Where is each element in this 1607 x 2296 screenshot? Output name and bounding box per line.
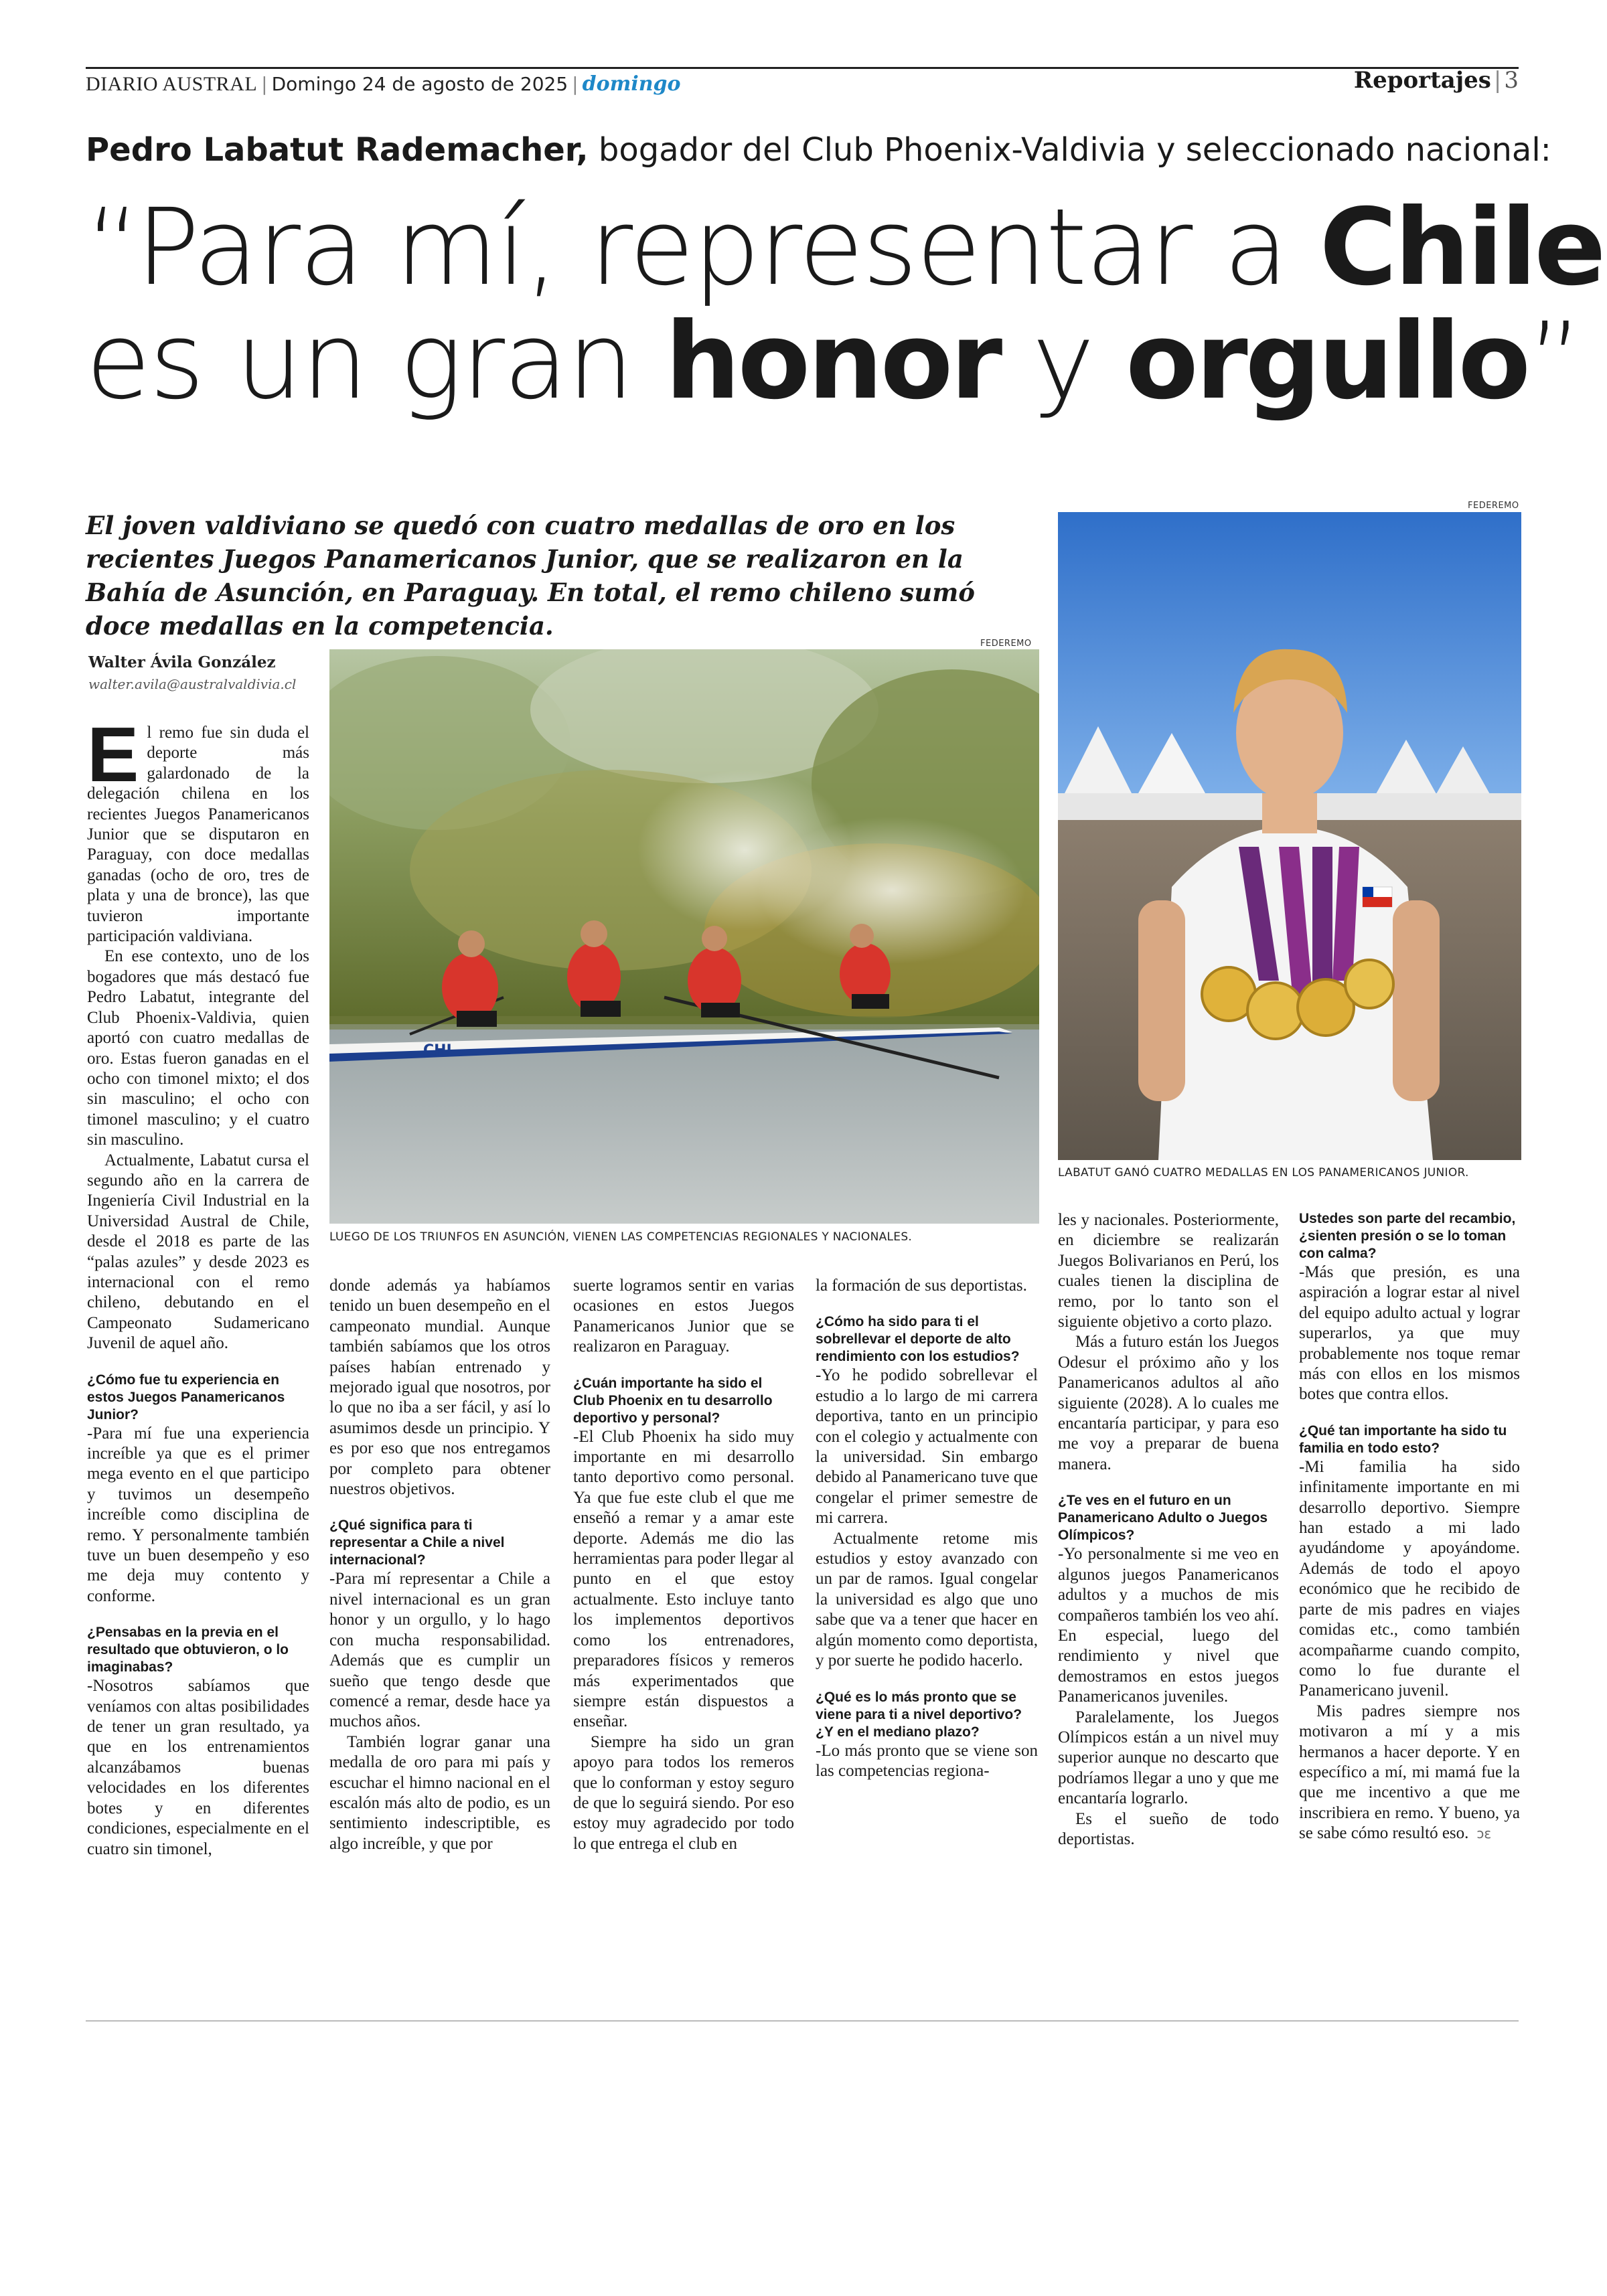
portrait-photo — [1058, 512, 1521, 1160]
headline-line-2: es un gran honor y orgullo” — [86, 300, 1582, 423]
answer: -Más que presión, es una aspiración a lograr estar al nivel del equipo adulto actual y lograr superarlos, ya que muy probablemente nos toque remar más con ellos en los mismos botes que contra ellos. — [1299, 1263, 1520, 1404]
drop-cap: E — [87, 711, 139, 798]
main-photo-caption: LUEGO DE LOS TRIUNFOS EN ASUNCIÓN, VIENEN LAS COMPETENCIAS REGIONALES Y NACIONALES. — [329, 1230, 913, 1244]
question: ¿Te ves en el futuro en un Panamericano Adulto o Juegos Olímpicos? — [1058, 1493, 1268, 1544]
bottom-rule — [86, 2020, 1519, 2022]
section-name: domingo — [582, 72, 681, 96]
byline-author: Walter Ávila González — [88, 653, 276, 671]
rowing-boat-image — [329, 649, 1039, 1224]
kicker-rest: bogador del Club Phoenix-Valdivia y seleccionado nacional: — [598, 131, 1551, 169]
answer: -Lo más pronto que se viene son las competencias regiona- — [816, 1741, 1038, 1780]
headline-line-1: “Para mí, representar a Chile — [86, 186, 1604, 309]
question: ¿Qué tan importante ha sido tu familia en todo esto? — [1299, 1422, 1507, 1456]
top-rule — [86, 67, 1519, 69]
answer: -El Club Phoenix ha sido muy importante en mi desarrollo tanto deportivo como personal. Ya que fue este club el que me enseñó a remar y a amar este deporte. Además me dio las herramientas para poder llegar al punto en el que estoy actualmente. Esto incluye tanto los implementos deportivos como los entrenadores, preparadores físicos y remeros más experimentados que siempre están dispuestos a enseñar. — [573, 1427, 794, 1731]
portrait-photo-credit: FEDEREMO — [1468, 501, 1519, 511]
kicker-name: Pedro Labatut Rademacher, — [86, 131, 589, 169]
page-section: Reportajes — [1353, 67, 1491, 94]
question: ¿Cuán importante ha sido el Club Phoenix en tu desarrollo deportivo y personal? — [573, 1375, 773, 1426]
issue-date: Domingo 24 de agosto de 2025 — [271, 73, 568, 95]
end-mark: ɔε — [1476, 1825, 1492, 1842]
body-column-5: les y nacionales. Posteriormente, en diciembre se realizarán Juegos Bolivarianos en Perú, los cuales tienen la disciplina de remo, por lo tanto son el siguiente objetivo a corto plazo. Más a futuro están los Juegos Odesur el próximo año y los Panamericanos adultos al año siguiente (2028). A lo cuales me encantaría participar, y para eso me voy a preparar de buena manera. ¿Te ves en el futuro en un Panamericano Adulto o Juegos Olímpicos? -Yo personalmente si me veo en algunos juegos Panamericanos adultos y a muchos de mis compañeros también los veo ahí. En especial, luego del rendimiento y nivel que demostramos en estos juegos Panamericanos juveniles. Paralelamente, los Juegos Olímpicos están a un nivel muy superior aunque no descarto que podríamos llegar a uno y que me encantaría lograrlo. Es el sueño de todo deportistas. — [1058, 1211, 1279, 1848]
answer: -Yo personalmente si me veo en algunos juegos Panamericanos adultos y a muchos de mis compañeros también los veo ahí. En especial, luego del rendimiento y nivel que demostramos en estos juegos Panamericanos juveniles. — [1058, 1545, 1279, 1706]
question: ¿Pensabas en la previa en el resultado que obtuvieron, o lo imaginabas? — [87, 1625, 289, 1675]
answer: -Mi familia ha sido infinitamente importante en mi desarrollo deportivo. Siempre han estado a mi lado ayudándome y apoyándome. Además de todo el apoyo económico que he recibido de parte de mis padres en viajes comidas etc., como también acompañarme cuando compito, como lo fue durante el Panamericano juvenil. — [1299, 1457, 1520, 1700]
kicker — [86, 131, 1551, 169]
answer: -Para mí fue una experiencia increíble ya que es el primer mega evento en el que participo y tuvimos un desempeño increíble como disciplina de remo. Y personalmente también tuve un buen desempeño y eso me deja muy contento y conforme. — [87, 1424, 309, 1605]
question: ¿Qué es lo más pronto que se viene para ti a nivel deportivo? ¿Y en el mediano plazo? — [816, 1689, 1022, 1740]
headline — [86, 186, 1604, 423]
body-column-4: la formación de sus deportistas. ¿Cómo ha sido para ti el sobrellevar el deporte de alto rendimiento con los estudios? -Yo he podido sobrellevar el estudio a lo largo de mi carrera deportiva, tanto en un principio con el colegio y actualmente con la universidad. Sin embargo debido al Panamericano tuve que congelar el primer semestre de mi carrera. Actualmente retome mis estudios y estoy avanzado con un par de ramos. Igual congelar la universidad es algo que uno sabe que va a tener que hacer en algún momento como deportista, y por suerte he podido hacerlo. ¿Qué es lo más pronto que se viene para ti a nivel deportivo? ¿Y en el mediano plazo? -Lo más pronto que se viene son las competencias regiona- — [816, 1276, 1038, 1781]
body-column-2: donde además ya habíamos tenido un buen desempeño en el campeonato mundial. Aunque también sabíamos que los otros países habían entrenado y mejorado igual que nosotros, por lo que no iba a ser fácil, y así lo asumimos desde un principio. Y es por eso que nos entregamos por completo para obtener nuestros objetivos. ¿Qué significa para ti representar a Chile a nivel internacional? -Para mí representar a Chile a nivel internacional es un gran honor y un orgullo, y lo hago con mucha responsabilidad. Además que es cumplir un sueño que tengo desde que comencé a remar, desde hace ya muchos años. También lograr ganar una medalla de oro para mi país y escuchar el himno nacional en el escalón más alto de podio, es un sentimiento indescriptible, es algo increíble, y que por — [329, 1277, 550, 1853]
athlete-medals-image — [1058, 512, 1521, 1160]
question: ¿Cómo ha sido para ti el sobrellevar el deporte de alto rendimiento con los estudios? — [816, 1314, 1020, 1365]
boat-label: CHI — [423, 1042, 452, 1059]
answer: -Nosotros sabíamos que veníamos con altas posibilidades de tener un gran resultado, ya que en los entrenamientos alcanzábamos buenas velocidades en los diferentes botes y en diferentes condiciones, especialmente en el cuatro sin timonel, — [87, 1677, 309, 1858]
lede: El joven valdiviano se quedó con cuatro medallas de oro en los recientes Juegos Panamericanos Junior, que se realizaron en la Bahía de Asunción, en Paraguay. En total, el remo chileno sumó doce medallas en la competencia. — [86, 511, 975, 641]
main-photo-credit: FEDEREMO — [980, 639, 1032, 649]
page-number: 3 — [1504, 67, 1519, 94]
paper-name: DIARIO AUSTRAL — [86, 73, 258, 95]
page-label: Reportajes | 3 — [1353, 67, 1519, 94]
portrait-photo-caption: LABATUT GANÓ CUATRO MEDALLAS EN LOS PANAMERICANOS JUNIOR. — [1058, 1166, 1469, 1179]
answer: -Yo he podido sobrellevar el estudio a lo largo de mi carrera deportiva, tanto en un principio con el colegio y actualmente con la universidad. Sin embargo debido al Panamericano tuve que congelar el primer semestre de mi carrera. — [816, 1366, 1038, 1528]
byline-email: walter.avila@australvaldivia.cl — [88, 676, 297, 692]
main-photo — [329, 649, 1039, 1224]
question: ¿Cómo fue tu experiencia en estos Juegos Panamericanos Junior? — [87, 1372, 285, 1422]
question: Ustedes son parte del recambio, ¿sienten presión o se lo toman con calma? — [1299, 1211, 1516, 1261]
body-column-3: suerte logramos sentir en varias ocasiones en estos Juegos Panamericanos Junior que se realizaron en Paraguay. ¿Cuán importante ha sido el Club Phoenix en tu desarrollo deportivo y personal? -El Club Phoenix ha sido muy importante en mi desarrollo tanto deportivo como personal. Ya que fue este club el que me enseñó a remar y a amar este deporte. Además me dio las herramientas para poder llegar al punto en el que estoy actualmente. Esto incluye tanto los implementos deportivos como los entrenadores, preparadores físicos y remeros más experimentados que siempre están dispuestos a enseñar. Siempre ha sido un gran apoyo para todos los remeros que lo conforman y estoy seguro de que lo seguirá siendo. Por eso estoy muy agradecido por todo lo que entrega el club en — [573, 1277, 794, 1853]
question: ¿Qué significa para ti representar a Chile a nivel internacional? — [329, 1518, 505, 1568]
body-column-1: El remo fue sin duda el deporte más galardonado de la delegación chilena en los recientes Juegos Panamericanos Junior que se disputaron en Paraguay, con doce medallas ganadas (ocho de oro, tres de plata y una de bronce), las que tuvieron importante participación valdiviana. En ese contexto, uno de los bogadores que más destacó fue Pedro Labatut, integrante del Club Phoenix-Valdivia, quien aportó con cuatro medallas de oro. Estas fueron ganadas en el ocho con timonel mixto; el dos sin masculino; el ocho con timonel masculino; y el cuatro sin masculino. Actualmente, Labatut cursa el segundo año en la carrera de Ingeniería Civil Industrial en la Universidad Austral de Chile, desde el 2018 es parte de las “palas azules” y desde 2023 es internacional con el remo chileno, debutando en el Campeonato Sudamericano Juvenil de aquel año. ¿Cómo fue tu experiencia en estos Juegos Panamericanos Junior? -Para mí fue una experiencia increíble ya que es el primer mega evento en el que participo y tuvimos un desempeño increíble como disciplina de remo. Y personalmente también tuve un buen desempeño y eso me deja muy contento y conforme. ¿Pensabas en la previa en el resultado que obtuvieron, o lo imaginabas? -Nosotros sabíamos que veníamos con altas posibilidades de tener un gran resultado, ya que en los entrenamientos alcanzábamos buenas velocidades en los diferentes botes y en diferentes condiciones, especialmente en el cuatro sin timonel, — [87, 723, 309, 1860]
answer: -Para mí representar a Chile a nivel internacional es un gran honor y un orgullo, y lo hago con mucha responsabilidad. Además que es cumplir un sueño que tengo desde que comencé a remar, desde hace ya muchos años. — [329, 1570, 550, 1731]
body-column-6: Ustedes son parte del recambio, ¿sienten presión o se lo toman con calma? -Más que presión, es una aspiración a lograr estar al nivel del equipo adulto actual y lograr superarlos, ya que muy probablemente nos toque remar más con ellos en los mismos botes que contra ellos. ¿Qué tan importante ha sido tu familia en todo esto? -Mi familia ha sido infinitamente importante en mi desarrollo deportivo. Siempre han estado a mi lado ayudándome y apoyándome. Además de todo el apoyo económico que he recibido de parte de mis padres en viajes comidas etc., como también acompañarme cuando compito, como lo fue durante el Panamericano juvenil. Mis padres siempre nos motivaron a mí y a mis hermanos a hacer deporte. Y en específico a mí, mi mamá fue la que me incentivo a que me inscribiera en remo. Y bueno, ya se sabe cómo resultó eso. ɔε — [1299, 1211, 1520, 1843]
masthead: DIARIO AUSTRAL | Domingo 24 de agosto de 2025 | domingo — [86, 72, 681, 96]
